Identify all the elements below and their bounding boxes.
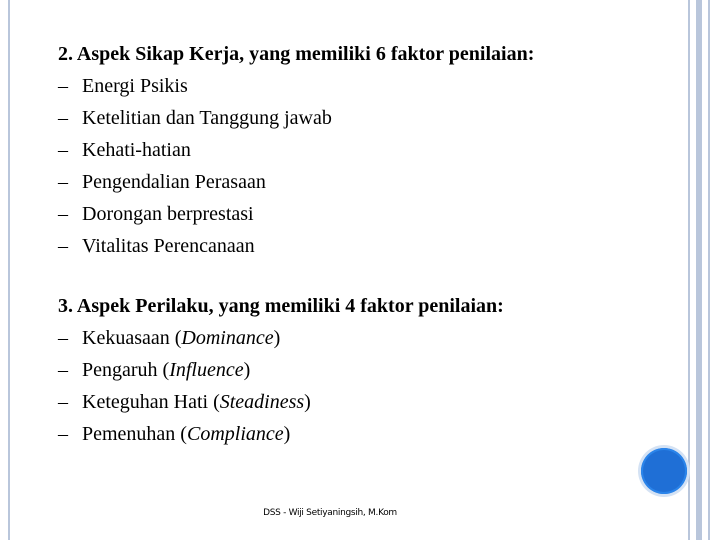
item-emphasis: Compliance: [186, 423, 284, 445]
list-item: [58, 166, 658, 198]
section-heading: 3. Aspek Perilaku, yang memiliki 4 faktor penilaian:: [58, 295, 504, 317]
bullet-dash: –: [58, 171, 68, 193]
item-text: Keteguhan Hati (: [82, 391, 220, 413]
right-decorative-band: [680, 0, 720, 540]
left-border-rule: [8, 0, 10, 540]
item-text: Vitalitas Perencanaan: [82, 235, 255, 257]
bullet-dash: –: [58, 107, 68, 129]
list-item: [58, 386, 658, 418]
bullet-dash: –: [58, 203, 68, 225]
item-text-after: ): [273, 327, 281, 349]
section-heading: 2. Aspek Sikap Kerja, yang memiliki 6 faktor penilaian:: [58, 43, 535, 65]
list-item: [58, 70, 658, 102]
item-emphasis: Dominance: [181, 327, 274, 349]
item-text: Pengaruh (: [82, 359, 170, 381]
bullet-dash: –: [58, 139, 68, 161]
slide-content: [58, 38, 658, 450]
item-text-after: ): [283, 423, 291, 445]
footer-text: DSS - Wiji Setiyaningsih, M.Kom: [263, 508, 397, 518]
list-item: [58, 198, 658, 230]
bullet-dash: –: [58, 327, 68, 349]
list-item: [58, 354, 658, 386]
list-item: [58, 418, 658, 450]
section-sikap-kerja: [58, 38, 658, 262]
item-text: Energi Psikis: [82, 75, 188, 97]
item-text: Kekuasaan (: [82, 327, 182, 349]
item-emphasis: Steadiness: [219, 391, 305, 413]
item-text: Pengendalian Perasaan: [82, 171, 266, 193]
list-item: [58, 134, 658, 166]
bullet-dash: –: [58, 235, 68, 257]
item-text-after: ): [243, 359, 251, 381]
bullet-dash: –: [58, 359, 68, 381]
slide-footer: [0, 508, 720, 518]
item-text-after: ): [304, 391, 311, 413]
item-text: Ketelitian dan Tanggung jawab: [82, 107, 332, 129]
item-emphasis: Influence: [169, 359, 244, 381]
bullet-dash: –: [58, 75, 68, 97]
section-perilaku: [58, 290, 658, 450]
list-item: [58, 230, 658, 262]
item-text: Kehati-hatian: [82, 139, 191, 161]
bullet-dash: –: [58, 423, 68, 445]
decorative-circle-icon: [641, 448, 687, 494]
bullet-dash: –: [58, 391, 68, 413]
list-item: [58, 322, 658, 354]
list-item: [58, 102, 658, 134]
item-text: Dorongan berprestasi: [82, 203, 254, 225]
item-text: Pemenuhan (: [82, 423, 187, 445]
